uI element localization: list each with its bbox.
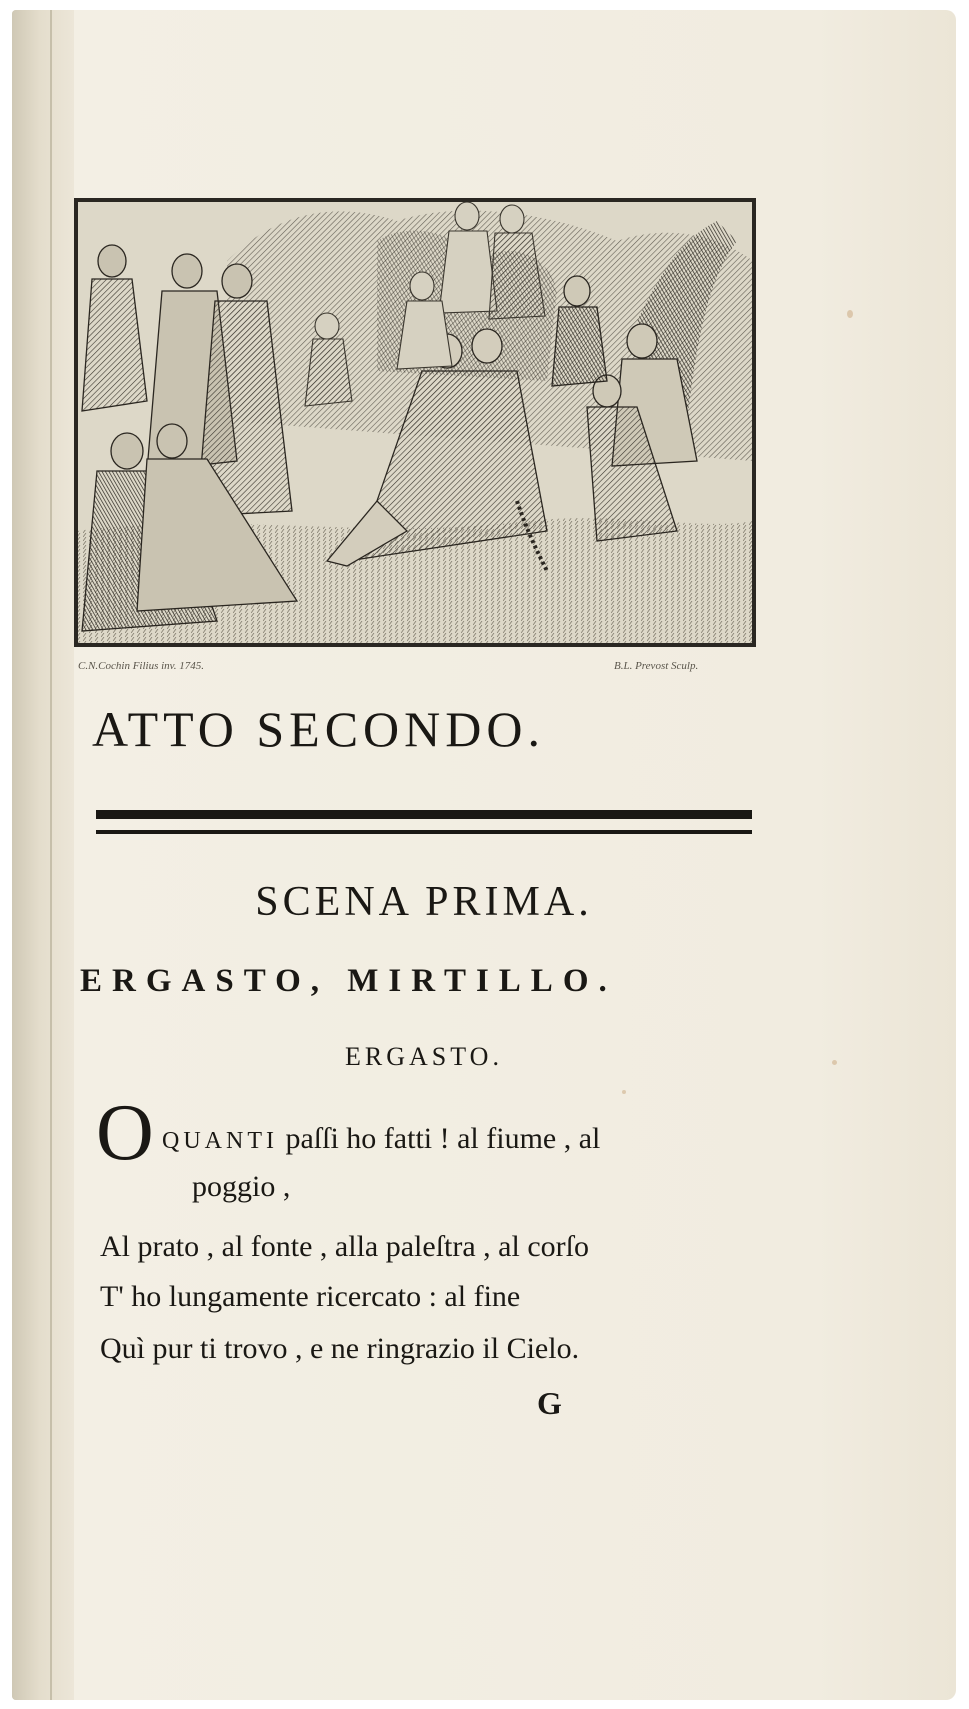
foxing-spot <box>622 1090 626 1094</box>
page-gutter <box>12 10 74 1700</box>
engraving-credit-engraver: B.L. Prevost Sculp. <box>614 660 699 672</box>
verse-line-2: poggio , <box>192 1170 291 1203</box>
verse-line-3: Al prato , al fonte , alla paleſtra , al corſo <box>100 1230 589 1263</box>
signature-mark: G <box>537 1385 562 1421</box>
foxing-spot <box>832 1060 837 1065</box>
engraving-pastoral-scene <box>77 201 753 644</box>
scene-characters: ERGASTO, MIRTILLO. <box>80 963 617 999</box>
verse-line-1-rest: paſſi ho fatti ! al fiume , al <box>277 1122 601 1155</box>
drop-cap: O <box>96 1089 154 1177</box>
foxing-spot <box>847 310 853 318</box>
gutter-fold <box>50 10 52 1700</box>
rule-thin <box>96 830 752 834</box>
scene-title: SCENA PRIMA. <box>255 879 593 925</box>
book-page <box>12 10 956 1700</box>
rule-thick <box>96 810 752 819</box>
verse-line-1 <box>162 1122 600 1156</box>
double-rule-divider <box>96 810 752 850</box>
speaker-name: ERGASTO. <box>345 1042 503 1071</box>
engraving-illustration <box>74 198 756 647</box>
verse-line-5: Quì pur ti trovo , e ne ringrazio il Cielo. <box>100 1332 580 1365</box>
engraving-credit-inventor: C.N.Cochin Filius inv. 1745. <box>78 660 204 672</box>
verse-line-4: T' ho lungamente ricercato : al fine <box>100 1280 521 1313</box>
act-title: ATTO SECONDO. <box>92 701 545 757</box>
verse-line-1-lead: QUANTI <box>162 1128 278 1154</box>
